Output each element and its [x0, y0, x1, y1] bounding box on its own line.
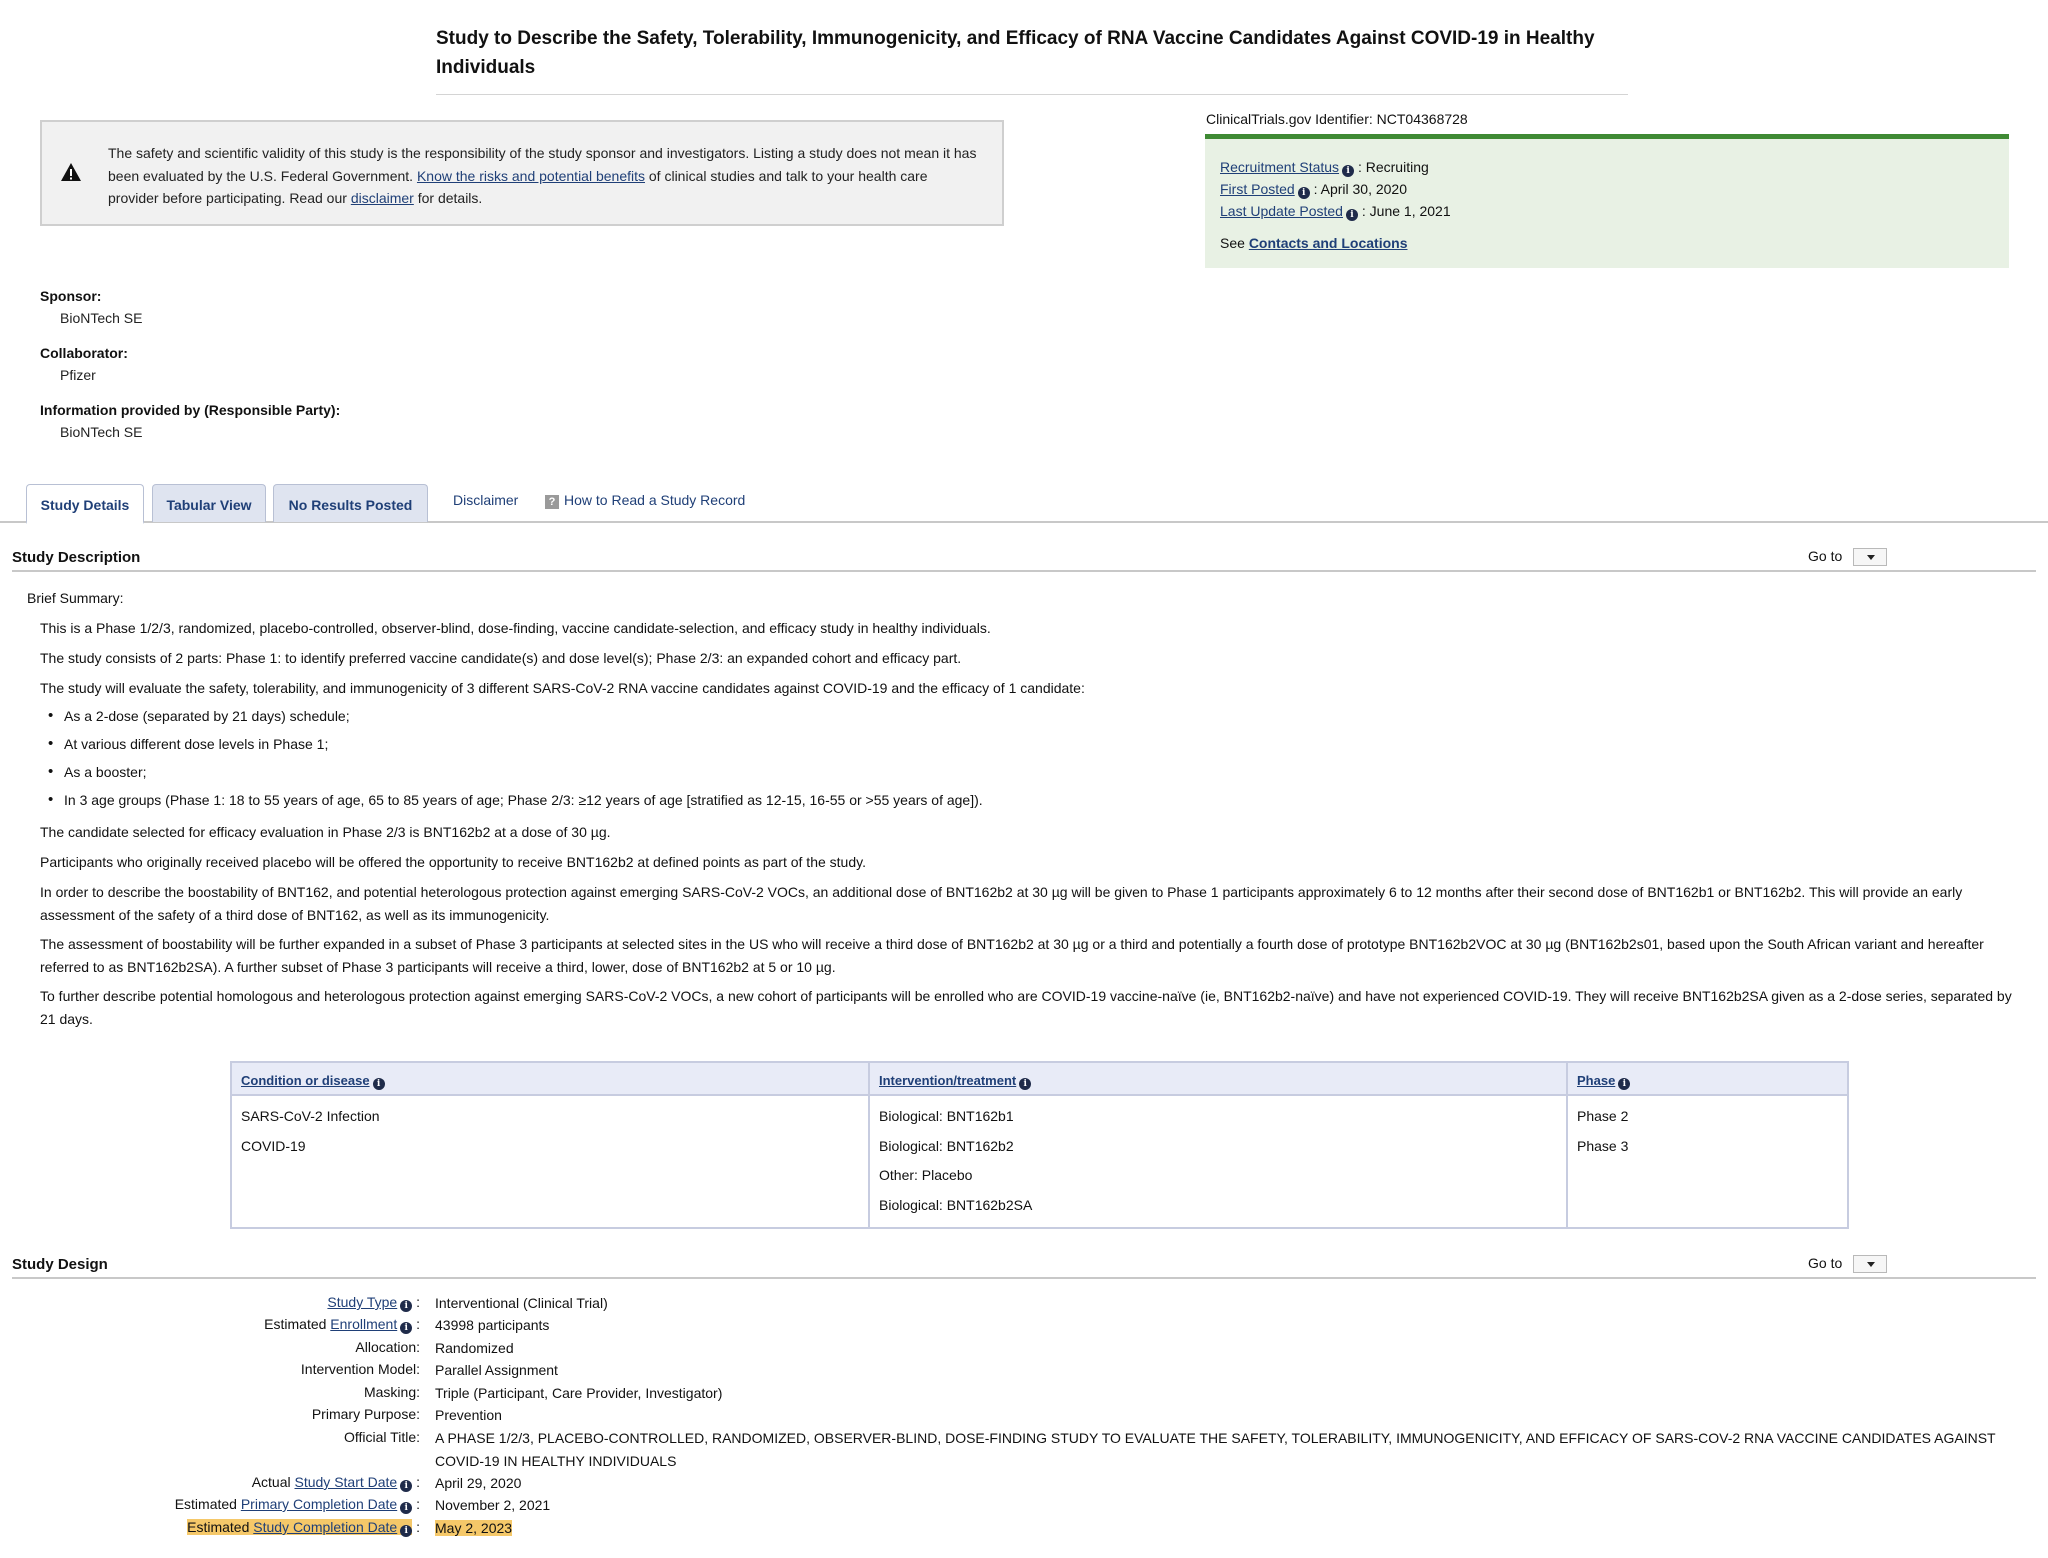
how-to-read-link[interactable] — [545, 492, 745, 509]
masking-label: Masking: — [363, 1384, 420, 1400]
study-start-label — [10, 1474, 420, 1492]
study-description-title: Study Description — [12, 549, 141, 566]
help-icon: ? — [545, 495, 559, 509]
last-update-link[interactable]: Last Update Posted — [1220, 203, 1343, 219]
sponsor-label: Sponsor: — [40, 288, 102, 304]
header-phase[interactable] — [1577, 1073, 1630, 1090]
label-colon: : — [416, 1474, 420, 1490]
primary-completion-value: November 2, 2021 — [435, 1497, 551, 1513]
masking-value: Triple (Participant, Care Provider, Investigator) — [435, 1385, 723, 1401]
goto-label: Go to — [1808, 1255, 1843, 1271]
info-icon[interactable]: i — [400, 1300, 412, 1312]
enrollment-label — [10, 1316, 420, 1334]
info-icon[interactable]: i — [1298, 187, 1310, 199]
study-completion-highlight — [187, 1519, 412, 1535]
section-divider — [12, 1277, 2036, 1279]
column-divider — [1566, 1063, 1568, 1227]
tab-tabular-view[interactable]: Tabular View — [152, 484, 266, 522]
info-icon[interactable]: i — [400, 1502, 412, 1514]
goto-dropdown[interactable] — [1853, 548, 1887, 566]
official-title-value: A PHASE 1/2/3, PLACEBO-CONTROLLED, RANDOMIZED, OBSERVER-BLIND, DOSE-FINDING STUDY TO EVALUATE THE SAFETY, TOLERABILITY, IMMUNOGENICITY, AND EFFICACY OF SARS-COV-2 RNA VACCINE CANDIDATES AGAINST COVID-19 IN HEALTHY INDIVIDUALS — [435, 1430, 1996, 1469]
study-type-value: Interventional (Clinical Trial) — [435, 1295, 608, 1311]
primary-purpose-value: Prevention — [435, 1407, 502, 1423]
info-icon[interactable]: i — [400, 1322, 412, 1334]
summary-paragraph: The assessment of boostability will be further expanded in a subset of Phase 3 participants at selected sites in the US who will receive a third dose of BNT162b2 at 30 µg or a third and potentially a fourth dose of prototype BNT162b2VOC at 30 µg (BNT162b2s01, based upon the South African variant and hereafter referred to as BNT162b2SA). A further subset of Phase 3 participants will receive a third, lower, dose of BNT162b2 at 5 or 10 µg. — [40, 936, 1984, 975]
list-item — [48, 764, 147, 780]
warning-icon — [60, 162, 82, 182]
disclaimer-text-part: The safety and scientific validity of this study is the responsibility of the study sponsor and investigators. Listing a study does not mean it has been evaluated by the U.S. Federal Government. — [108, 145, 977, 184]
primary-completion-link[interactable]: Primary Completion Date — [240, 1496, 398, 1512]
list-item-text: As a 2-dose (separated by 21 days) schedule; — [64, 708, 350, 724]
label-colon: : — [416, 1316, 420, 1332]
study-completion-value — [435, 1517, 512, 1540]
conditions-table — [230, 1061, 1849, 1229]
brief-summary-label: Brief Summary: — [27, 590, 124, 606]
study-start-value: April 29, 2020 — [435, 1475, 522, 1491]
label-colon: : — [416, 1519, 420, 1535]
study-type-label — [10, 1294, 420, 1312]
enrollment-link[interactable]: Enrollment — [330, 1316, 398, 1332]
goto-dropdown[interactable] — [1853, 1255, 1887, 1273]
condition-cell: COVID-19 — [241, 1138, 306, 1154]
allocation-value: Randomized — [435, 1340, 514, 1356]
intervention-cell: Biological: BNT162b2SA — [879, 1197, 1033, 1213]
contacts-row — [1220, 235, 1408, 251]
header-intervention-label: Intervention/treatment — [879, 1073, 1017, 1088]
list-item-text: In 3 age groups (Phase 1: 18 to 55 years of age, 65 to 85 years of age; Phase 2/3: ≥12 years of age [stratified as 12-15, 16-55 or >55 years of age]). — [64, 792, 983, 808]
header-condition[interactable] — [241, 1073, 385, 1090]
list-item — [48, 708, 350, 724]
disclaimer-text-part: for details. — [413, 190, 483, 206]
info-icon[interactable]: i — [1346, 209, 1358, 221]
first-posted-link[interactable]: First Posted — [1220, 181, 1295, 197]
disclaimer-text — [108, 142, 978, 210]
title-divider — [436, 94, 1628, 95]
see-text: See — [1220, 235, 1249, 251]
tab-no-results-posted[interactable]: No Results Posted — [273, 484, 428, 522]
disclaimer-link[interactable]: disclaimer — [350, 190, 414, 206]
study-completion-value-text: May 2, 2023 — [435, 1520, 513, 1536]
page-title: Study to Describe the Safety, Tolerability, Immunogenicity, and Efficacy of RNA Vaccine Candidates Against COVID-19 in Healthy Individuals — [436, 28, 1595, 78]
status-box — [1205, 134, 2009, 268]
study-design-title: Study Design — [12, 1256, 108, 1273]
collaborator-label: Collaborator: — [40, 345, 128, 361]
info-icon[interactable]: i — [373, 1078, 385, 1090]
official-title-label: Official Title: — [344, 1429, 420, 1445]
responsible-party-label: Information provided by (Responsible Party): — [40, 402, 341, 418]
contacts-locations-link[interactable]: Contacts and Locations — [1248, 235, 1408, 251]
header-condition-label: Condition or disease — [241, 1073, 370, 1088]
study-completion-label — [10, 1519, 420, 1537]
completion-prefix: Estimated — [187, 1519, 254, 1535]
start-prefix: Actual — [251, 1474, 295, 1490]
nct-identifier: ClinicalTrials.gov Identifier: NCT04368728 — [1206, 111, 1468, 127]
study-type-link[interactable]: Study Type — [327, 1294, 398, 1310]
last-update-value: : June 1, 2021 — [1361, 203, 1451, 219]
intervention-cell: Biological: BNT162b1 — [879, 1108, 1014, 1124]
section-divider — [12, 570, 2036, 572]
list-item — [48, 736, 328, 752]
first-posted-value: : April 30, 2020 — [1313, 181, 1407, 197]
summary-paragraph: The study consists of 2 parts: Phase 1: to identify preferred vaccine candidate(s) and dose level(s); Phase 2/3: an expanded cohort and efficacy part. — [40, 650, 962, 666]
recruitment-status-link[interactable]: Recruitment Status — [1220, 159, 1340, 175]
header-phase-label: Phase — [1577, 1073, 1616, 1088]
summary-paragraph: In order to describe the boostability of BNT162, and potential heterologous protection against emerging SARS-CoV-2 VOCs, an additional dose of BNT162b2 at 30 µg will be given to Phase 1 participants approximately 6 to 12 months after their second dose of BNT162b1 or BNT162b2. This will provide an early assessment of the safety of a third dose of BNT162, as well as its immunogenicity. — [40, 884, 1963, 923]
how-to-read-label: How to Read a Study Record — [564, 492, 746, 508]
list-item — [48, 792, 983, 808]
info-icon[interactable]: i — [1618, 1078, 1630, 1090]
label-colon: : — [416, 1294, 420, 1310]
summary-paragraph: To further describe potential homologous and heterologous protection against emerging SARS-CoV-2 VOCs, a new cohort of participants will be enrolled who are COVID-19 vaccine-naïve (ie, BNT162b2-naïve) and have not experienced COVID-19. They will receive BNT162b2SA given as a 2-dose series, separated by 21 days. — [40, 988, 2012, 1027]
list-item-text: As a booster; — [64, 764, 147, 780]
allocation-label: Allocation: — [355, 1339, 420, 1355]
sponsor-value: BioNTech SE — [60, 310, 143, 326]
label-colon: : — [416, 1496, 420, 1512]
info-icon[interactable]: i — [1019, 1078, 1031, 1090]
condition-cell: SARS-CoV-2 Infection — [241, 1108, 380, 1124]
column-divider — [868, 1063, 870, 1227]
recruitment-status-value: : Recruiting — [1357, 159, 1429, 175]
study-completion-link[interactable]: Study Completion Date — [253, 1519, 398, 1535]
responsible-party-value: BioNTech SE — [60, 424, 143, 440]
list-item-text: At various different dose levels in Phase 1; — [64, 736, 329, 752]
intervention-model-value: Parallel Assignment — [435, 1362, 558, 1378]
enrollment-value: 43998 participants — [435, 1317, 550, 1333]
header-intervention[interactable] — [879, 1073, 1031, 1090]
recruitment-status-row — [1220, 159, 1429, 177]
collaborator-value: Pfizer — [60, 367, 96, 383]
info-icon[interactable]: i — [400, 1525, 412, 1537]
first-posted-row — [1220, 181, 1407, 199]
summary-paragraph: This is a Phase 1/2/3, randomized, placebo-controlled, observer-blind, dose-finding, vaccine candidate-selection, and efficacy study in healthy individuals. — [40, 620, 991, 636]
intervention-cell: Other: Placebo — [879, 1167, 973, 1183]
tab-disclaimer[interactable]: Disclaimer — [453, 492, 519, 508]
disclaimer-text-part: of clinical studies and talk to your health care provider before participating. Read our — [108, 167, 928, 206]
risks-benefits-link[interactable]: Know the risks and potential benefits — [416, 167, 645, 184]
last-update-row — [1220, 203, 1451, 221]
disclaimer-notice — [40, 120, 1004, 226]
phase-cell: Phase 2 — [1577, 1108, 1629, 1124]
tab-study-details[interactable]: Study Details — [26, 484, 144, 524]
primary-completion-label — [10, 1496, 420, 1514]
summary-paragraph: Participants who originally received placebo will be offered the opportunity to receive BNT162b2 at defined points as part of the study. — [40, 854, 866, 870]
intervention-model-label: Intervention Model: — [300, 1361, 420, 1377]
study-start-link[interactable]: Study Start Date — [294, 1474, 398, 1490]
summary-paragraph: The candidate selected for efficacy evaluation in Phase 2/3 is BNT162b2 at a dose of 30 µg. — [40, 824, 611, 840]
primary-purpose-label: Primary Purpose: — [311, 1406, 420, 1422]
summary-paragraph: The study will evaluate the safety, tolerability, and immunogenicity of 3 different SARS-CoV-2 RNA vaccine candidates against COVID-19 and the efficacy of 1 candidate: — [40, 680, 1085, 696]
info-icon[interactable]: i — [1342, 165, 1354, 177]
enrollment-prefix: Estimated — [264, 1316, 331, 1332]
primary-prefix: Estimated — [174, 1496, 241, 1512]
intervention-cell: Biological: BNT162b2 — [879, 1138, 1014, 1154]
info-icon[interactable]: i — [400, 1480, 412, 1492]
phase-cell: Phase 3 — [1577, 1138, 1629, 1154]
goto-label: Go to — [1808, 548, 1843, 564]
